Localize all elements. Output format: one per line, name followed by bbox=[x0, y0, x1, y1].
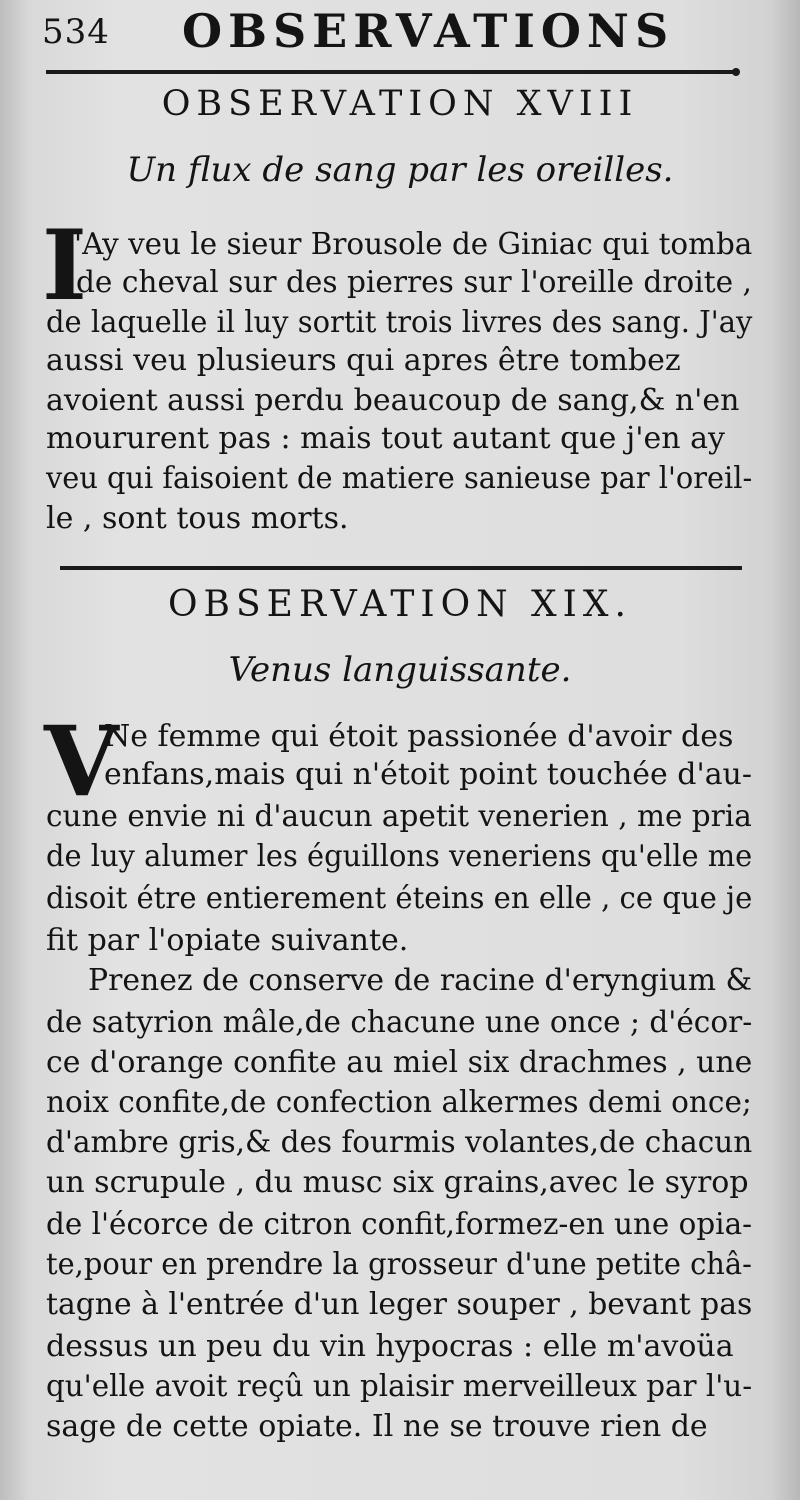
observation-18-line: veu qui faisoient de matiere sanieuse par l'oreil- bbox=[46, 461, 753, 496]
observation-19-line: enfans,mais qui n'étoit point touchée d'au- bbox=[104, 757, 752, 792]
observation-18-line: aussi veu plusieurs qui apres être tombez bbox=[46, 343, 681, 378]
header-rule bbox=[46, 70, 734, 74]
observation-19-line: fit par l'opiate suivante. bbox=[46, 923, 409, 958]
page-number: 534 bbox=[42, 12, 110, 52]
observation-19-line: d'ambre gris,& des fourmis volantes,de chacun bbox=[46, 1125, 753, 1160]
observation-19-line: de luy alumer les éguillons veneriens qu'elle me bbox=[46, 839, 753, 874]
observation-18-line: de cheval sur des pierres sur l'oreille droite , bbox=[76, 265, 752, 300]
observation-19-line: tagne à l'entrée d'un leger souper , bevant pas bbox=[46, 1287, 753, 1322]
observation-19-line: ce d'orange confite au miel six drachmes , une bbox=[46, 1045, 753, 1080]
observation-19-line: un scrupule , du musc six grains,avec le syrop bbox=[46, 1165, 749, 1200]
observation-19-line: de satyrion mâle,de chacune une once ; d'écor- bbox=[46, 1005, 753, 1040]
observation-19-line: dessus un peu du vin hypocras : elle m'avoüa bbox=[46, 1329, 734, 1364]
running-title: OBSERVATIONS bbox=[182, 4, 675, 58]
running-head bbox=[42, 4, 762, 62]
observation-19-line: Ne femme qui étoit passionée d'avoir des bbox=[104, 719, 734, 754]
observation-19-line: cune envie ni d'aucun apetit venerien , me pria bbox=[46, 799, 752, 834]
rule-ornament bbox=[732, 68, 740, 76]
observation-18-subtitle: Un flux de sang par les oreilles. bbox=[126, 150, 674, 190]
observation-18-line: moururent pas : mais tout autant que j'en ay bbox=[46, 421, 725, 456]
observation-18-line: 'Ay veu le sieur Brousole de Giniac qui tomba bbox=[74, 227, 753, 262]
observation-19-line: disoit étre entierement éteins en elle , ce que je bbox=[46, 881, 753, 916]
observation-19-line: qu'elle avoit reçû un plaisir merveilleux par l'u- bbox=[46, 1369, 753, 1404]
observation-18-drop-cap: I bbox=[42, 209, 87, 322]
observation-19-line: Prenez de conserve de racine d'eryngium & bbox=[88, 963, 753, 998]
observation-19-subtitle: Venus languissante. bbox=[228, 650, 572, 690]
observation-19-line: de l'écorce de citron confit,formez-en une opia- bbox=[46, 1207, 753, 1242]
observation-19-line: noix confite,de confection alkermes demi once; bbox=[46, 1085, 752, 1120]
observation-19-drop-cap: V bbox=[44, 705, 119, 818]
observation-19-line: te,pour en prendre la grosseur d'une petite châ- bbox=[46, 1247, 752, 1282]
observation-18-line: le , sont tous morts. bbox=[46, 501, 349, 536]
observation-18-heading: OBSERVATION XVIII bbox=[161, 84, 639, 124]
observation-19-line: sage de cette opiate. Il ne se trouve rien de bbox=[46, 1409, 708, 1444]
section-rule bbox=[60, 566, 742, 570]
observation-18-line: de laquelle il luy sortit trois livres des sang. J'ay bbox=[46, 305, 753, 340]
observation-19-heading: OBSERVATION XIX. bbox=[168, 584, 632, 625]
observation-18-line: avoient aussi perdu beaucoup de sang,& n'en bbox=[46, 383, 740, 418]
